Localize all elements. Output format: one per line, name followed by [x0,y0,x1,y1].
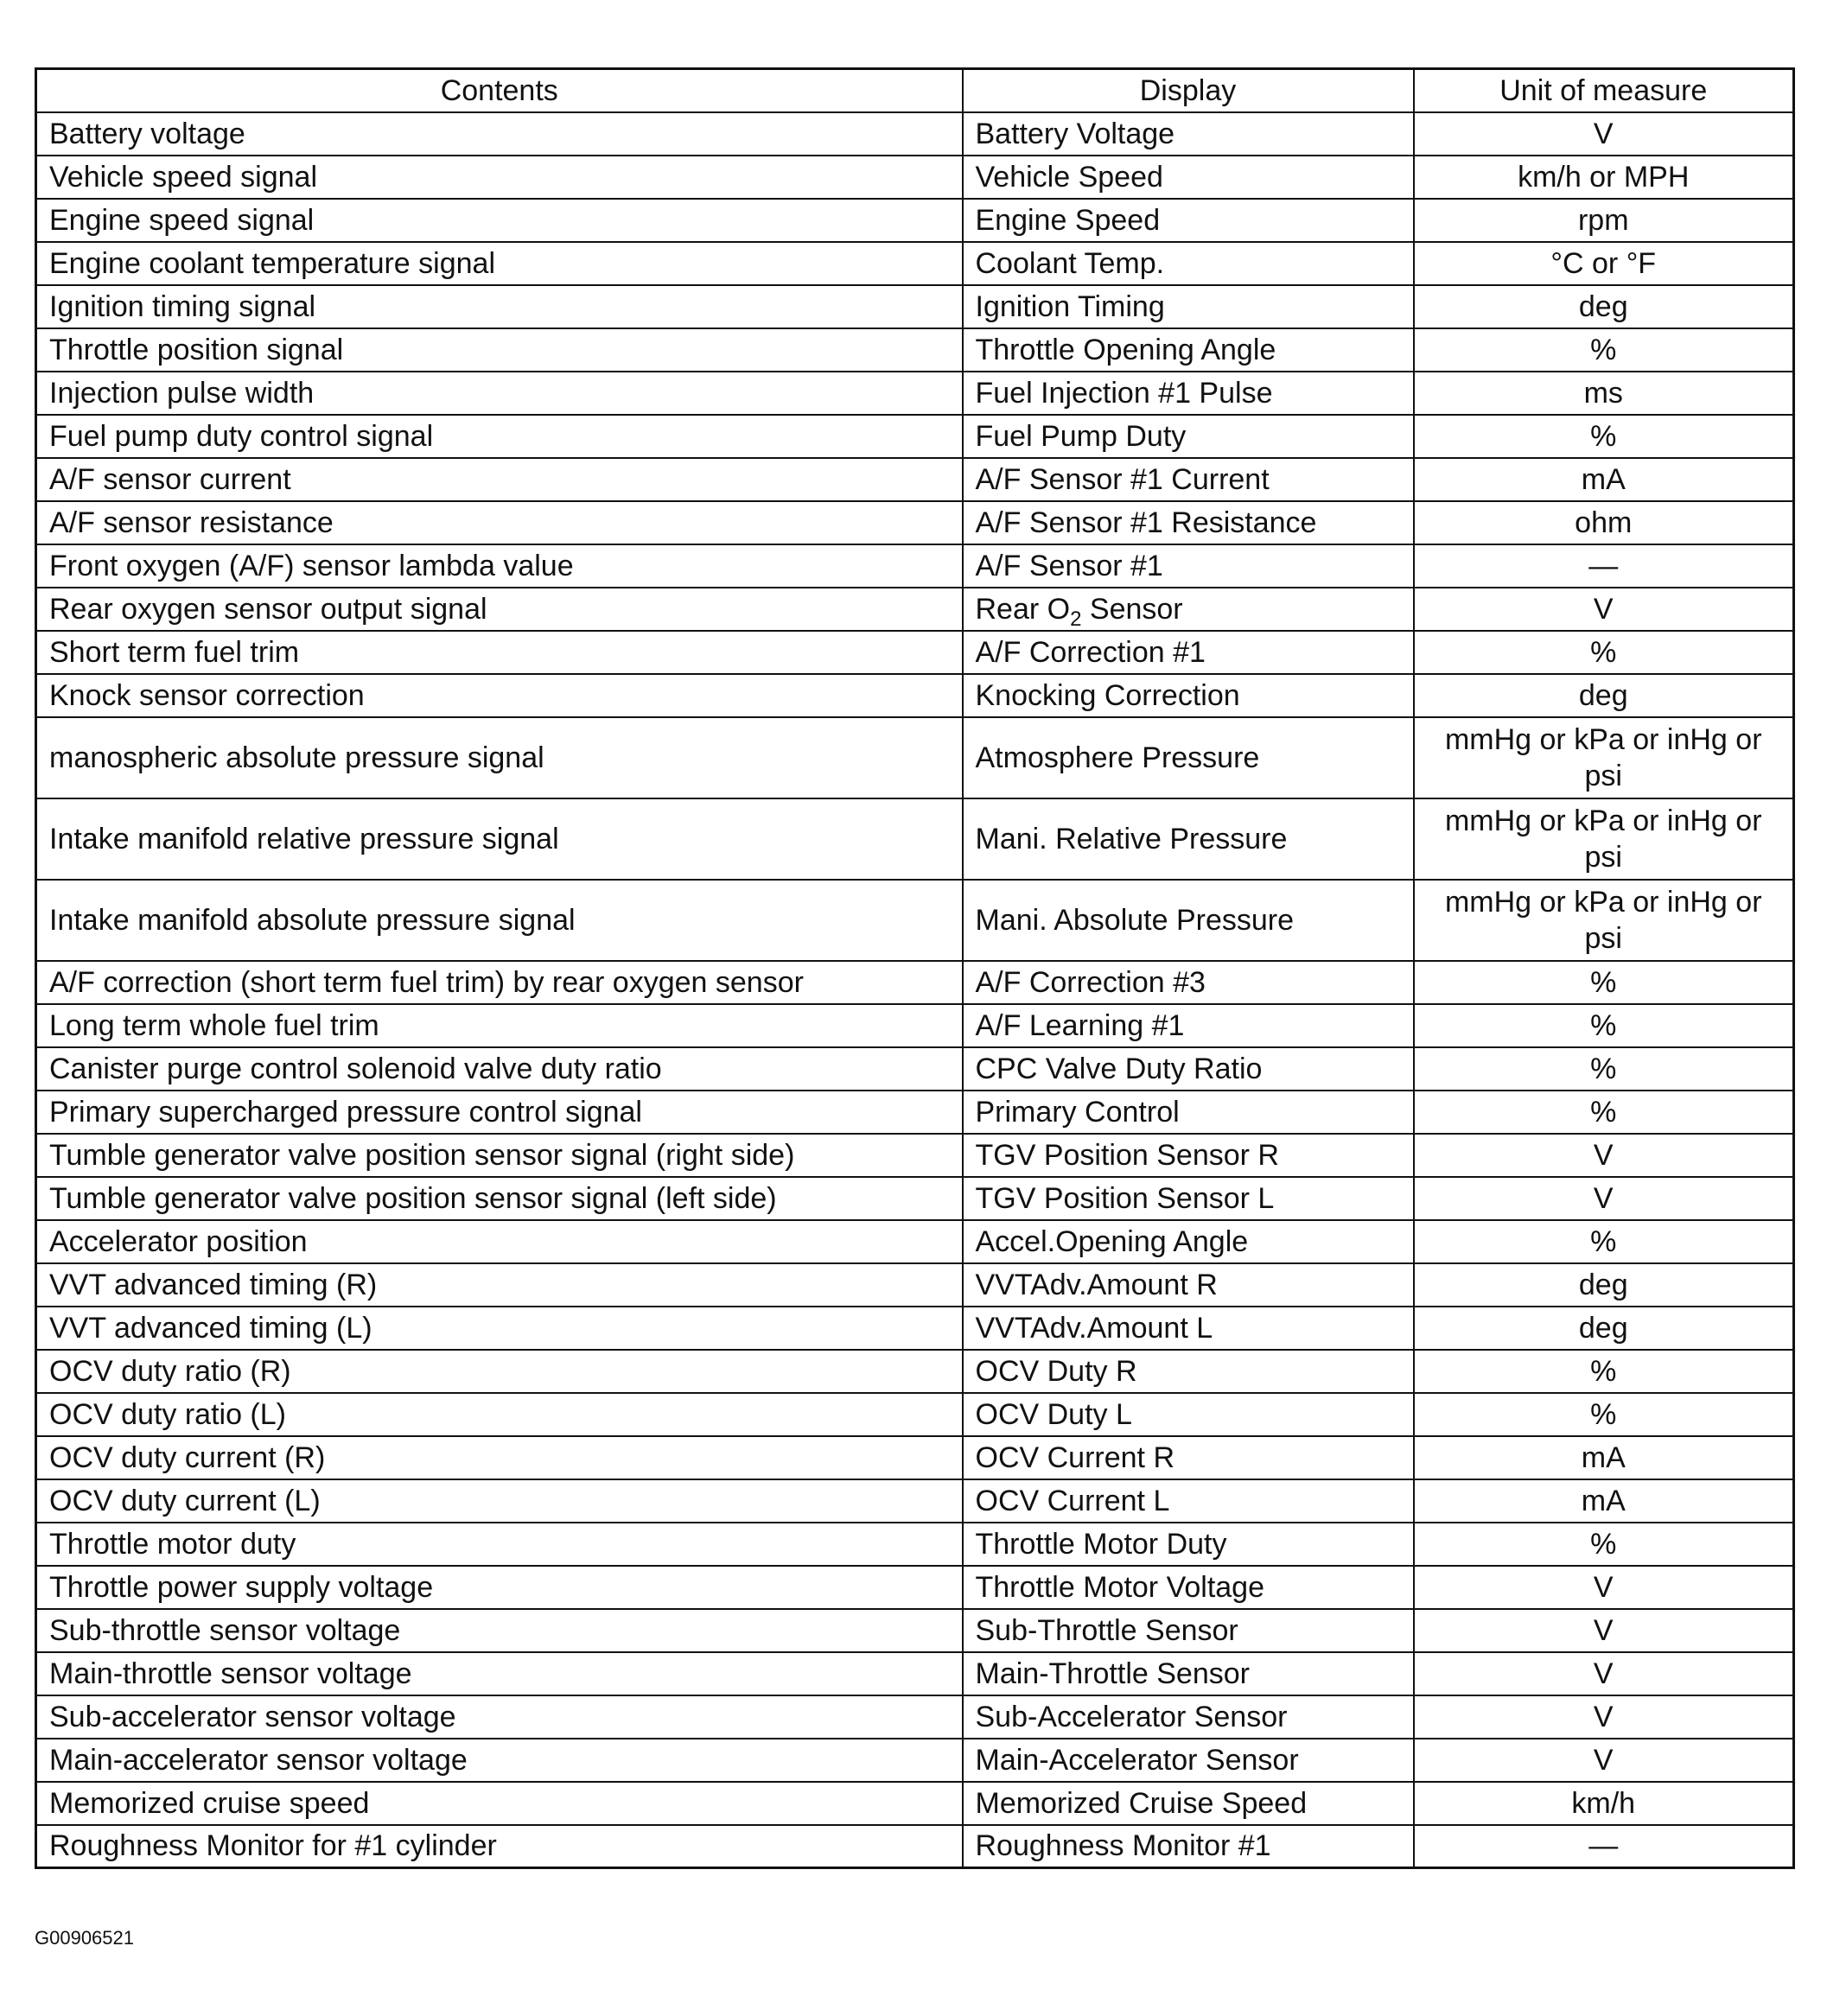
cell-display: Coolant Temp. [963,242,1414,285]
table-row [36,1609,1794,1652]
table-row [36,199,1794,242]
cell-display: TGV Position Sensor L [963,1177,1414,1220]
cell-display [963,588,1414,631]
cell-display: Throttle Motor Duty [963,1523,1414,1566]
cell-contents: Battery voltage [36,112,963,156]
cell-contents: Roughness Monitor for #1 cylinder [36,1825,963,1868]
cell-display: VVTAdv.Amount L [963,1307,1414,1350]
cell-contents: Memorized cruise speed [36,1782,963,1825]
cell-contents: Accelerator position [36,1220,963,1263]
cell-unit: km/h [1414,1782,1794,1825]
cell-unit: — [1414,544,1794,588]
table-row [36,1825,1794,1868]
cell-unit: mA [1414,1479,1794,1523]
cell-display: Throttle Opening Angle [963,328,1414,372]
cell-display: Memorized Cruise Speed [963,1782,1414,1825]
cell-contents: Short term fuel trim [36,631,963,674]
cell-unit: % [1414,1393,1794,1436]
cell-contents: Intake manifold absolute pressure signal [36,880,963,961]
cell-contents: Fuel pump duty control signal [36,415,963,458]
cell-display: Vehicle Speed [963,156,1414,199]
header-display: Display [963,69,1414,112]
cell-display: OCV Current R [963,1436,1414,1479]
cell-unit: deg [1414,1263,1794,1307]
cell-contents: OCV duty current (R) [36,1436,963,1479]
cell-display: A/F Sensor #1 [963,544,1414,588]
cell-unit: mmHg or kPa or inHg or psi [1414,717,1794,798]
cell-unit: % [1414,1350,1794,1393]
table-row [36,544,1794,588]
table-row [36,674,1794,717]
cell-contents: OCV duty ratio (R) [36,1350,963,1393]
cell-unit: deg [1414,1307,1794,1350]
cell-unit: V [1414,1695,1794,1739]
cell-unit: % [1414,328,1794,372]
cell-unit: °C or °F [1414,242,1794,285]
cell-unit: ohm [1414,501,1794,544]
table-row [36,1263,1794,1307]
cell-unit: V [1414,1566,1794,1609]
cell-unit: % [1414,1091,1794,1134]
cell-unit: mA [1414,1436,1794,1479]
cell-display: Accel.Opening Angle [963,1220,1414,1263]
cell-display: A/F Sensor #1 Current [963,458,1414,501]
cell-display: Sub-Accelerator Sensor [963,1695,1414,1739]
data-table-container [35,67,1792,1869]
cell-contents: Sub-throttle sensor voltage [36,1609,963,1652]
cell-display: Roughness Monitor #1 [963,1825,1414,1868]
cell-contents: Engine coolant temperature signal [36,242,963,285]
cell-display: A/F Learning #1 [963,1004,1414,1047]
cell-display: A/F Correction #1 [963,631,1414,674]
cell-display: OCV Current L [963,1479,1414,1523]
cell-display-subscript: 2 [1070,607,1082,631]
cell-contents: Tumble generator valve position sensor signal (left side) [36,1177,963,1220]
table-row [36,1436,1794,1479]
cell-contents: Rear oxygen sensor output signal [36,588,963,631]
table-row [36,1350,1794,1393]
table-row [36,1004,1794,1047]
cell-contents: Engine speed signal [36,199,963,242]
data-table [35,67,1795,1869]
table-row [36,1782,1794,1825]
table-row [36,880,1794,961]
table-row [36,588,1794,631]
cell-display: Sub-Throttle Sensor [963,1609,1414,1652]
cell-display: Knocking Correction [963,674,1414,717]
cell-display: VVTAdv.Amount R [963,1263,1414,1307]
cell-unit: deg [1414,285,1794,328]
table-row [36,961,1794,1004]
cell-unit: mmHg or kPa or inHg or psi [1414,798,1794,880]
cell-unit: V [1414,1609,1794,1652]
cell-contents: A/F sensor resistance [36,501,963,544]
cell-display: Primary Control [963,1091,1414,1134]
cell-unit: % [1414,1004,1794,1047]
cell-unit: V [1414,1134,1794,1177]
table-row [36,1695,1794,1739]
table-row [36,372,1794,415]
table-row [36,1523,1794,1566]
cell-contents: A/F correction (short term fuel trim) by rear oxygen sensor [36,961,963,1004]
cell-display-text-after: Sensor [1081,592,1183,626]
cell-display: Main-Accelerator Sensor [963,1739,1414,1782]
cell-unit: V [1414,1652,1794,1695]
cell-contents: OCV duty ratio (L) [36,1393,963,1436]
cell-display: Fuel Injection #1 Pulse [963,372,1414,415]
cell-display-text: Rear O [975,592,1071,626]
cell-contents: VVT advanced timing (R) [36,1263,963,1307]
cell-contents: Intake manifold relative pressure signal [36,798,963,880]
cell-contents: Front oxygen (A/F) sensor lambda value [36,544,963,588]
table-row [36,1091,1794,1134]
cell-contents: Tumble generator valve position sensor signal (right side) [36,1134,963,1177]
table-row [36,1047,1794,1091]
table-row [36,717,1794,798]
cell-contents: manospheric absolute pressure signal [36,717,963,798]
cell-contents: Canister purge control solenoid valve duty ratio [36,1047,963,1091]
cell-display: A/F Sensor #1 Resistance [963,501,1414,544]
cell-display: OCV Duty L [963,1393,1414,1436]
cell-display: Fuel Pump Duty [963,415,1414,458]
cell-contents: Main-throttle sensor voltage [36,1652,963,1695]
table-row [36,242,1794,285]
cell-display: Main-Throttle Sensor [963,1652,1414,1695]
cell-unit: % [1414,1523,1794,1566]
cell-contents: Sub-accelerator sensor voltage [36,1695,963,1739]
table-body [36,112,1794,1868]
cell-unit: % [1414,1047,1794,1091]
cell-unit: — [1414,1825,1794,1868]
cell-unit: km/h or MPH [1414,156,1794,199]
table-row [36,1652,1794,1695]
cell-contents: Throttle power supply voltage [36,1566,963,1609]
cell-contents: Knock sensor correction [36,674,963,717]
cell-unit: V [1414,588,1794,631]
table-row [36,1739,1794,1782]
table-row [36,328,1794,372]
cell-display: OCV Duty R [963,1350,1414,1393]
cell-unit: V [1414,1739,1794,1782]
cell-contents: OCV duty current (L) [36,1479,963,1523]
cell-display: Mani. Relative Pressure [963,798,1414,880]
table-row [36,631,1794,674]
table-row [36,112,1794,156]
table-row [36,501,1794,544]
cell-unit: mmHg or kPa or inHg or psi [1414,880,1794,961]
cell-contents: Injection pulse width [36,372,963,415]
cell-display: Atmosphere Pressure [963,717,1414,798]
cell-contents: Ignition timing signal [36,285,963,328]
cell-unit: mA [1414,458,1794,501]
cell-unit: % [1414,415,1794,458]
table-row [36,156,1794,199]
cell-unit: V [1414,112,1794,156]
cell-contents: VVT advanced timing (L) [36,1307,963,1350]
table-row [36,458,1794,501]
cell-unit: rpm [1414,199,1794,242]
cell-display: Battery Voltage [963,112,1414,156]
cell-contents: A/F sensor current [36,458,963,501]
table-row [36,1393,1794,1436]
cell-contents: Vehicle speed signal [36,156,963,199]
cell-display: CPC Valve Duty Ratio [963,1047,1414,1091]
cell-contents: Long term whole fuel trim [36,1004,963,1047]
table-row [36,1220,1794,1263]
table-row [36,285,1794,328]
cell-unit: % [1414,1220,1794,1263]
cell-display: Throttle Motor Voltage [963,1566,1414,1609]
table-row [36,1177,1794,1220]
cell-unit: V [1414,1177,1794,1220]
table-row [36,415,1794,458]
cell-display: Ignition Timing [963,285,1414,328]
header-row [36,69,1794,112]
cell-contents: Main-accelerator sensor voltage [36,1739,963,1782]
table-row [36,1479,1794,1523]
cell-unit: % [1414,631,1794,674]
table-row [36,1307,1794,1350]
table-row [36,1134,1794,1177]
cell-display: Mani. Absolute Pressure [963,880,1414,961]
cell-display: A/F Correction #3 [963,961,1414,1004]
cell-unit: % [1414,961,1794,1004]
header-unit: Unit of measure [1414,69,1794,112]
cell-contents: Throttle motor duty [36,1523,963,1566]
cell-display: TGV Position Sensor R [963,1134,1414,1177]
cell-unit: deg [1414,674,1794,717]
header-contents: Contents [36,69,963,112]
cell-contents: Primary supercharged pressure control signal [36,1091,963,1134]
figure-id: G00906521 [35,1927,134,1949]
cell-contents: Throttle position signal [36,328,963,372]
cell-display: Engine Speed [963,199,1414,242]
cell-unit: ms [1414,372,1794,415]
table-row [36,798,1794,880]
table-row [36,1566,1794,1609]
